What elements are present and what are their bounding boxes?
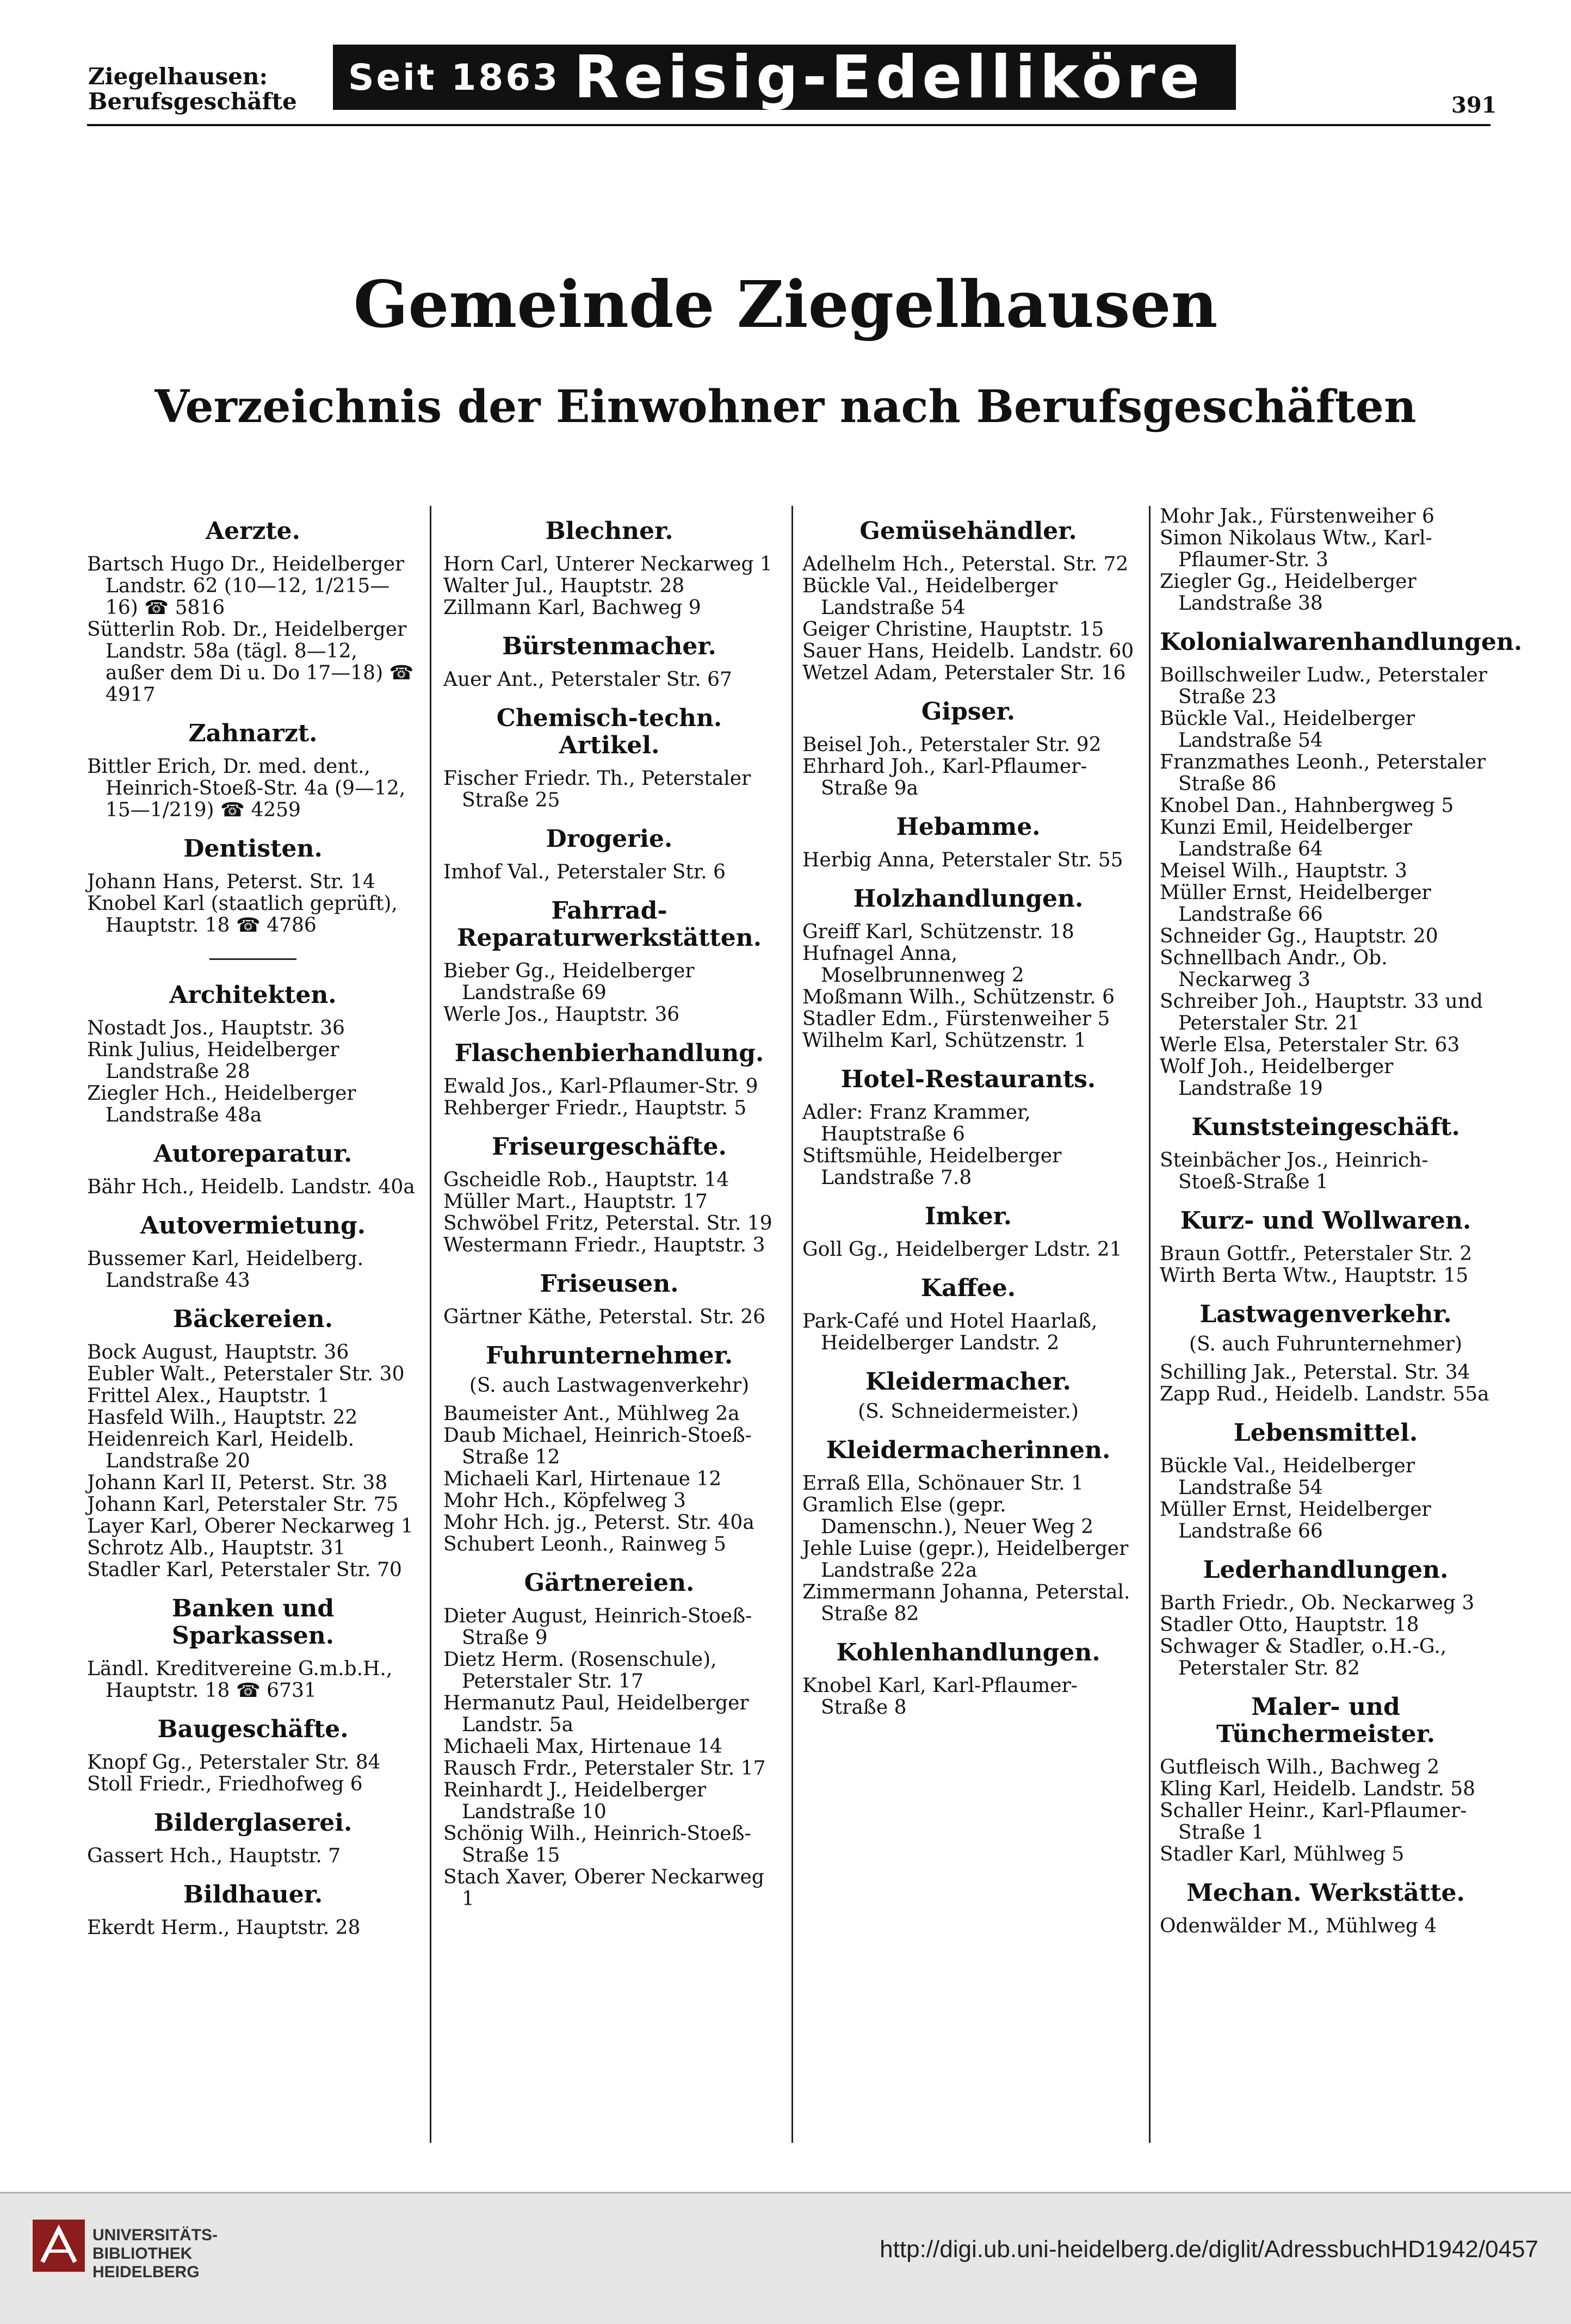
page-number: 391 (1451, 92, 1497, 118)
directory-entry: Odenwälder M., Mühlweg 4 (1160, 1915, 1437, 1937)
section-crossref: (S. auch Lastwagenverkehr) (469, 1374, 750, 1397)
directory-section (443, 1040, 775, 1119)
directory-entry: Bartsch Hugo Dr., Heidelberger Landstr. 62 (10—12, 1/215—16) ☎ 5816 (87, 553, 405, 619)
directory-entry: Frittel Alex., Hauptstr. 1 (87, 1385, 330, 1407)
directory-section (802, 698, 1134, 800)
directory-entry: Gutfleisch Wilh., Bachweg 2 (1160, 1756, 1440, 1778)
directory-entry: Reinhardt J., Heidelberger Landstraße 10 (443, 1779, 707, 1823)
section-heading: Imker. (924, 1203, 1012, 1230)
directory-entry: Johann Hans, Peterst. Str. 14 (87, 871, 375, 893)
directory-entry: Zapp Rud., Heidelb. Landstr. 55a (1160, 1383, 1489, 1405)
section-heading: Aerzte. (206, 517, 300, 545)
directory-entry: Schilling Jak., Peterstal. Str. 34 (1160, 1361, 1470, 1384)
directory-entry: Park-Café und Hotel Haarlaß, Heidelberger Landstr. 2 (802, 1310, 1098, 1354)
directory-entry: Werle Jos., Hauptstr. 36 (443, 1003, 680, 1026)
directory-section (443, 1342, 775, 1555)
directory-entry: Bähr Hch., Heidelb. Landstr. 40a (87, 1176, 415, 1198)
section-heading: Gärtnereien. (524, 1569, 695, 1597)
directory-section (1160, 1694, 1492, 1866)
directory-entry: Gassert Hch., Hauptstr. 7 (87, 1845, 341, 1867)
directory-entry: Sütterlin Rob. Dr., Heidelberger Landstr. 58a (tägl. 8—12, außer dem Di u. Do 17—18) ☎ 4917 (87, 618, 414, 706)
directory-entry: Michaeli Max, Hirtenaue 14 (443, 1736, 722, 1758)
directory-entry: Schnellbach Andr., Ob. Neckarweg 3 (1160, 947, 1388, 991)
directory-entry: Jehle Luise (gepr.), Heidelberger Landstraße 22a (802, 1538, 1129, 1582)
directory-section (443, 518, 775, 619)
directory-entry: Dieter August, Heinrich-Stoeß-Straße 9 (443, 1605, 752, 1649)
directory-entry: Simon Nikolaus Wtw., Karl-Pflaumer-Str. 3 (1160, 527, 1432, 571)
section-heading: Fahrrad-Reparaturwerkstätten. (456, 897, 762, 952)
column-divider (430, 506, 431, 2143)
library-name-line: BIBLIOTHEK (92, 2245, 193, 2263)
directory-entry: Boillschweiler Ludw., Peterstaler Straße 23 (1160, 664, 1487, 708)
section-heading: Drogerie. (546, 825, 673, 853)
section-heading: Mechan. Werkstätte. (1186, 1879, 1465, 1907)
directory-entry: Goll Gg., Heidelberger Ldstr. 21 (802, 1238, 1122, 1261)
directory-entry: Hermanutz Paul, Heidelberger Landstr. 5a (443, 1692, 749, 1736)
directory-entry: Greiff Karl, Schützenstr. 18 (802, 921, 1074, 943)
directory-entry: Horn Carl, Unterer Neckarweg 1 (443, 553, 772, 575)
directory-section (802, 814, 1134, 871)
directory-section (87, 1595, 419, 1702)
section-heading: Hotel-Restaurants. (840, 1065, 1096, 1093)
directory-entry: Mohr Jak., Fürstenweiher 6 (1160, 505, 1434, 528)
library-logo-icon (33, 2220, 85, 2272)
column-divider (1149, 506, 1151, 2143)
directory-entry: Ziegler Gg., Heidelberger Landstraße 38 (1160, 571, 1417, 615)
advertisement-banner (333, 45, 1236, 110)
banner-since: Seit 1863 (348, 56, 560, 98)
running-header-section: Berufsgeschäfte (88, 88, 297, 115)
section-heading: Lastwagenverkehr. (1199, 1300, 1452, 1328)
directory-entry: Schubert Leonh., Rainweg 5 (443, 1533, 726, 1555)
directory-entry: Schaller Heinr., Karl-Pflaumer-Straße 1 (1160, 1800, 1467, 1844)
directory-section (802, 885, 1134, 1052)
directory-column-2 (443, 506, 775, 1924)
section-heading: Kurz- und Wollwaren. (1180, 1207, 1471, 1235)
directory-entry: Schwager & Stadler, o.H.-G., Peterstaler Str. 82 (1160, 1635, 1447, 1680)
section-heading: Kleidermacher. (865, 1368, 1071, 1396)
directory-entry: Werle Elsa, Peterstaler Str. 63 (1160, 1034, 1460, 1056)
section-heading: Fuhrunternehmer. (485, 1342, 733, 1369)
column-divider (791, 506, 793, 2143)
directory-section (443, 1133, 775, 1256)
directory-entry: Steinbächer Jos., Heinrich-Stoeß-Straße 1 (1160, 1149, 1428, 1193)
directory-section (87, 1141, 419, 1198)
directory-entry: Gärtner Käthe, Peterstal. Str. 26 (443, 1306, 766, 1328)
directory-entry: Müller Mart., Hauptstr. 17 (443, 1191, 708, 1213)
directory-section (802, 1066, 1134, 1189)
directory-entry: Bückle Val., Heidelberger Landstraße 54 (802, 575, 1058, 619)
directory-entry: Stadler Karl, Peterstaler Str. 70 (87, 1559, 402, 1581)
directory-entry: Auer Ant., Peterstaler Str. 67 (443, 668, 732, 691)
directory-entry: Braun Gottfr., Peterstaler Str. 2 (1160, 1243, 1473, 1265)
directory-section (87, 835, 419, 937)
directory-entry: Knopf Gg., Peterstaler Str. 84 (87, 1751, 381, 1774)
directory-entry: Wetzel Adam, Peterstaler Str. 16 (802, 662, 1126, 684)
directory-section (87, 1881, 419, 1939)
directory-entry: Fischer Friedr. Th., Peterstaler Straße 25 (443, 767, 751, 811)
directory-entry: Stadler Edm., Fürstenweiher 5 (802, 1008, 1110, 1030)
directory-section (87, 720, 419, 821)
directory-entry: Kunzi Emil, Heidelberger Landstraße 64 (1160, 816, 1412, 860)
directory-entry: Dietz Herm. (Rosenschule), Peterstaler Str. 17 (443, 1649, 717, 1693)
directory-entry: Adelhelm Hch., Peterstal. Str. 72 (802, 553, 1129, 575)
directory-entry: Nostadt Jos., Hauptstr. 36 (87, 1017, 345, 1039)
directory-section (1160, 1207, 1492, 1287)
directory-entry: Franzmathes Leonh., Peterstaler Straße 86 (1160, 751, 1486, 795)
directory-entry: Kling Karl, Heidelb. Landstr. 58 (1160, 1778, 1476, 1800)
directory-entry: Müller Ernst, Heidelberger Landstraße 66 (1160, 882, 1431, 926)
section-heading: Autovermietung. (140, 1212, 366, 1240)
section-heading: Kleidermacherinnen. (826, 1436, 1111, 1464)
directory-column-4 (1160, 505, 1523, 1951)
directory-entry: Erraß Ella, Schönauer Str. 1 (802, 1472, 1084, 1495)
directory-entry: Stiftsmühle, Heidelberger Landstraße 7.8 (802, 1145, 1062, 1189)
directory-entry: Ländl. Kreditvereine G.m.b.H., Hauptstr. 18 ☎ 6731 (87, 1658, 393, 1702)
directory-entry: Bussemer Karl, Heidelberg. Landstraße 43 (87, 1248, 364, 1292)
section-heading: Gipser. (921, 698, 1016, 726)
directory-entry: Müller Ernst, Heidelberger Landstraße 66 (1160, 1498, 1431, 1542)
directory-section (1160, 1420, 1492, 1542)
directory-section (443, 633, 775, 691)
directory-entry: Stadler Otto, Hauptstr. 18 (1160, 1614, 1419, 1636)
directory-section (443, 1570, 775, 1910)
section-heading: Architekten. (169, 981, 337, 1009)
section-heading: Bäckereien. (172, 1305, 333, 1333)
section-heading: Gemüsehändler. (859, 517, 1077, 545)
section-heading: Flaschenbierhandlung. (454, 1039, 764, 1067)
directory-column-3 (802, 506, 1134, 1733)
section-heading: Lebensmittel. (1233, 1419, 1418, 1447)
source-url-link[interactable]: http://digi.ub.uni-heidelberg.de/diglit/AdressbuchHD1942/0457 (880, 2236, 1538, 2263)
directory-entry: Hasfeld Wilh., Hauptstr. 22 (87, 1406, 358, 1429)
directory-entry: Knobel Karl, Karl-Pflaumer-Straße 8 (802, 1675, 1078, 1719)
directory-section (1160, 1880, 1492, 1937)
directory-section (802, 1275, 1134, 1354)
directory-section (87, 982, 419, 1126)
section-heading: Holzhandlungen. (853, 885, 1084, 913)
section-heading: Kaffee. (920, 1274, 1016, 1302)
section-heading: Lederhandlungen. (1203, 1556, 1449, 1584)
directory-entry: Geiger Christine, Hauptstr. 15 (802, 618, 1104, 641)
directory-entry: Schwöbel Fritz, Peterstal. Str. 19 (443, 1212, 772, 1235)
directory-entry: Rausch Frdr., Peterstaler Str. 17 (443, 1757, 766, 1780)
directory-entry: Johann Karl, Peterstaler Str. 75 (87, 1493, 399, 1516)
directory-section (87, 1809, 419, 1867)
directory-entry: Bittler Erich, Dr. med. dent., Heinrich-Stoeß-Str. 4a (9—12, 15—1/219) ☎ 4259 (87, 755, 406, 821)
section-heading: Chemisch-techn. Artikel. (496, 704, 722, 759)
directory-section (1160, 1114, 1492, 1193)
directory-entry: Wilhelm Karl, Schützenstr. 1 (802, 1030, 1087, 1052)
directory-section (1160, 628, 1523, 1100)
header-rule (87, 124, 1490, 126)
section-heading: Autoreparatur. (153, 1140, 352, 1168)
directory-entry: Layer Karl, Oberer Neckarweg 1 (87, 1515, 413, 1538)
directory-entry: Stoll Friedr., Friedhofweg 6 (87, 1773, 363, 1795)
directory-entry: Gscheidle Rob., Hauptstr. 14 (443, 1169, 729, 1191)
directory-entry: Knobel Karl (staatlich geprüft), Hauptstr. 18 ☎ 4786 (87, 893, 398, 937)
library-footer (0, 2192, 1571, 2324)
running-header (88, 64, 297, 114)
directory-entry: Ewald Jos., Karl-Pflaumer-Str. 9 (443, 1075, 758, 1098)
directory-section (443, 705, 775, 811)
section-heading: Kolonialwarenhandlungen. (1160, 628, 1523, 656)
directory-entry: Mohr Hch. jg., Peterst. Str. 40a (443, 1511, 754, 1534)
page-title: Gemeinde Ziegelhausen (353, 267, 1218, 342)
directory-entry: Meisel Wilh., Hauptstr. 3 (1160, 860, 1407, 882)
directory-section (802, 518, 1134, 684)
section-heading: Kohlenhandlungen. (836, 1639, 1100, 1666)
directory-entry: Wolf Joh., Heidelberger Landstraße 19 (1160, 1056, 1394, 1100)
library-name-line: UNIVERSITÄTS- (92, 2226, 218, 2244)
directory-entry: Westermann Friedr., Hauptstr. 3 (443, 1234, 765, 1256)
directory-entry: Sauer Hans, Heidelb. Landstr. 60 (802, 640, 1134, 662)
banner-brand: Reisig-Edelliköre (574, 43, 1204, 111)
section-heading: Kunststeingeschäft. (1191, 1113, 1460, 1141)
section-heading: Hebamme. (896, 813, 1041, 841)
directory-section (802, 1368, 1134, 1423)
directory-section (87, 1306, 419, 1581)
directory-entry: Adler: Franz Krammer, Hauptstraße 6 (802, 1101, 1031, 1145)
directory-entry: Schönig Wilh., Heinrich-Stoeß-Straße 15 (443, 1823, 751, 1867)
directory-entry: Heidenreich Karl, Heidelb. Landstraße 20 (87, 1428, 355, 1472)
directory-entry: Michaeli Karl, Hirtenaue 12 (443, 1468, 722, 1490)
directory-entry: Zimmermann Johanna, Peterstal. Straße 82 (802, 1581, 1130, 1625)
section-heading: Blechner. (545, 517, 673, 545)
directory-entry: Rehberger Friedr., Hauptstr. 5 (443, 1097, 747, 1119)
running-header-place: Ziegelhausen: (88, 63, 268, 90)
directory-section (802, 1437, 1134, 1625)
directory-section (443, 897, 775, 1026)
directory-entry: Rink Julius, Heidelberger Landstraße 28 (87, 1039, 339, 1083)
section-heading: Maler- und Tünchermeister. (1216, 1693, 1436, 1748)
directory-section (1160, 1557, 1492, 1680)
section-divider (209, 958, 296, 960)
directory-entry: Beisel Joh., Peterstaler Str. 92 (802, 734, 1102, 756)
directory-entry: Zillmann Karl, Bachweg 9 (443, 597, 701, 619)
directory-section (443, 826, 775, 883)
directory-section (802, 1639, 1134, 1719)
directory-entry: Eubler Walt., Peterstaler Str. 30 (87, 1363, 405, 1385)
section-crossref: (S. Schneidermeister.) (858, 1400, 1079, 1423)
directory-entry: Knobel Dan., Hahnbergweg 5 (1160, 795, 1454, 817)
library-name (92, 2226, 218, 2282)
directory-entry: Mohr Hch., Köpfelweg 3 (443, 1490, 686, 1512)
directory-entry: Johann Karl II, Peterst. Str. 38 (87, 1472, 388, 1494)
section-heading: Bürstenmacher. (502, 633, 716, 660)
directory-entry: Moßmann Wilh., Schützenstr. 6 (802, 986, 1115, 1008)
directory-entry: Stach Xaver, Oberer Neckarweg 1 (443, 1866, 764, 1910)
directory-entry: Herbig Anna, Peterstaler Str. 55 (802, 849, 1123, 871)
section-heading: Bilderglaserei. (153, 1809, 352, 1837)
section-heading: Dentisten. (183, 835, 323, 863)
directory-entry: Imhof Val., Peterstaler Str. 6 (443, 861, 726, 883)
directory-entry: Ehrhard Joh., Karl-Pflaumer-Straße 9a (802, 755, 1087, 800)
directory-column-1 (87, 506, 419, 1953)
directory-section (87, 518, 419, 706)
directory-entry: Schrotz Alb., Hauptstr. 31 (87, 1537, 346, 1559)
page-subtitle: Verzeichnis der Einwohner nach Berufsgeschäften (154, 381, 1417, 433)
library-name-line: HEIDELBERG (92, 2263, 200, 2281)
directory-entry: Bieber Gg., Heidelberger Landstraße 69 (443, 960, 695, 1004)
directory-section (87, 1212, 419, 1292)
directory-entry: Baumeister Ant., Mühlweg 2a (443, 1403, 740, 1425)
section-heading: Zahnarzt. (188, 720, 318, 747)
directory-entry: Schreiber Joh., Hauptstr. 33 und Peterstaler Str. 21 (1160, 990, 1483, 1034)
section-crossref: (S. auch Fuhrunternehmer) (1189, 1333, 1463, 1355)
directory-section (87, 1716, 419, 1795)
directory-entry: Schneider Gg., Hauptstr. 20 (1160, 925, 1438, 947)
directory-entry: Ekerdt Herm., Hauptstr. 28 (87, 1917, 361, 1939)
directory-section (802, 1203, 1134, 1261)
directory-entry: Walter Jul., Hauptstr. 28 (443, 575, 685, 597)
directory-entry: Daub Michael, Heinrich-Stoeß-Straße 12 (443, 1424, 752, 1468)
directory-entry: Wirth Berta Wtw., Hauptstr. 15 (1160, 1265, 1469, 1287)
directory-entry: Ziegler Hch., Heidelberger Landstraße 48a (87, 1082, 356, 1126)
directory-section (443, 1271, 775, 1328)
directory-entry: Barth Friedr., Ob. Neckarweg 3 (1160, 1592, 1475, 1614)
directory-entry: Bückle Val., Heidelberger Landstraße 54 (1160, 708, 1415, 752)
directory-entry: Bock August, Hauptstr. 36 (87, 1341, 349, 1364)
section-heading: Bildhauer. (183, 1881, 323, 1908)
directory-section (1160, 1301, 1492, 1405)
directory-entry: Bückle Val., Heidelberger Landstraße 54 (1160, 1455, 1415, 1499)
section-heading: Friseurgeschäfte. (492, 1133, 727, 1161)
section-heading: Friseusen. (540, 1270, 679, 1298)
directory-entry: Gramlich Else (gepr. Damenschn.), Neuer Weg 2 (802, 1494, 1094, 1538)
section-heading: Baugeschäfte. (157, 1715, 349, 1743)
directory-entry: Hufnagel Anna, Moselbrunnenweg 2 (802, 943, 1024, 987)
directory-section (1160, 506, 1492, 615)
section-heading: Banken und Sparkassen. (171, 1595, 335, 1650)
directory-entry: Stadler Karl, Mühlweg 5 (1160, 1843, 1405, 1866)
